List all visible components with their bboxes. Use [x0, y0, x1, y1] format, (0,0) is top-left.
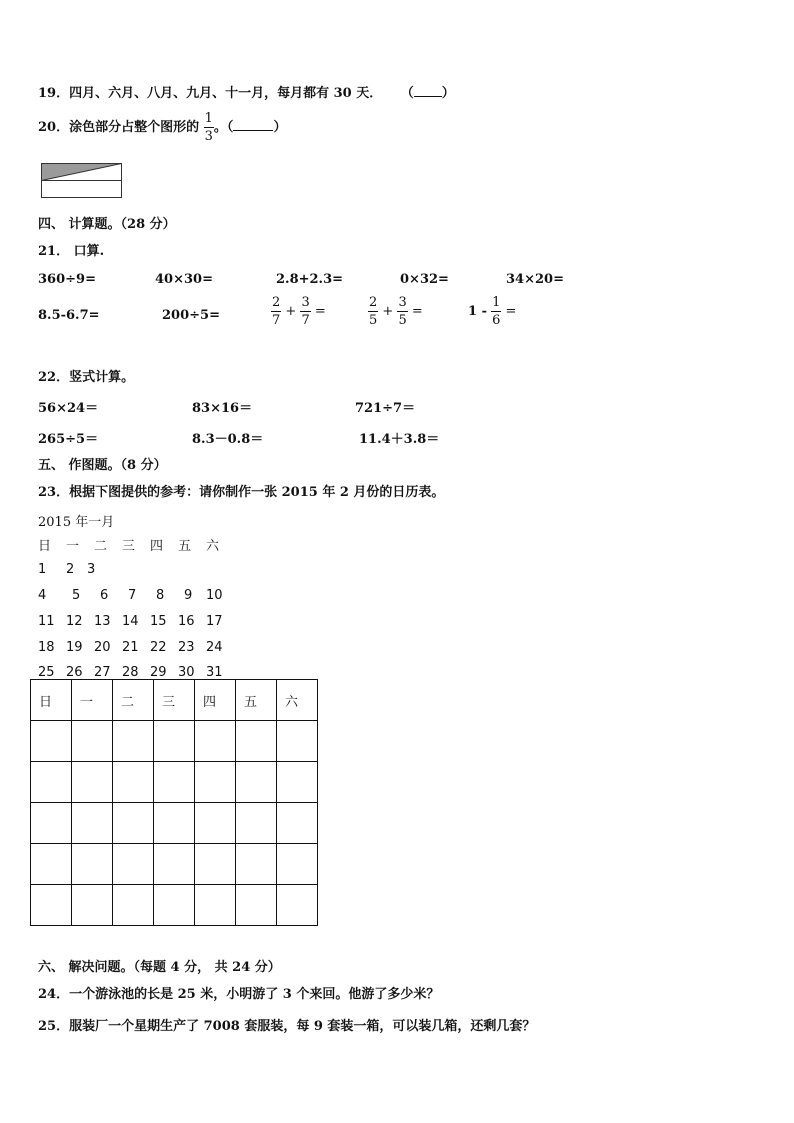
grid-cell[interactable] — [195, 762, 236, 803]
grid-row — [31, 844, 318, 885]
blank-calendar-grid — [30, 679, 318, 926]
grid-header-cell: 二 — [113, 680, 154, 721]
grid-cell[interactable] — [113, 762, 154, 803]
grid-cell[interactable] — [154, 844, 195, 885]
grid-cell[interactable] — [31, 844, 72, 885]
section-4-title: 四、 计算题。（28 分） — [38, 217, 176, 232]
grid-cell[interactable] — [31, 721, 72, 762]
grid-cell[interactable] — [236, 721, 277, 762]
section-5-title: 五、 作图题。（8 分） — [38, 458, 167, 473]
vertical-calc-5: 8.3－0.8＝ — [192, 432, 264, 447]
fraction-sum-2: $\frac{2}{5}$ + $\frac{3}{5}$ = — [369, 295, 423, 328]
question-22-title: 22．竖式计算。 — [38, 370, 135, 385]
vertical-calc-6: 11.4＋3.8＝ — [359, 432, 440, 447]
fraction-sum-1: $\frac{2}{7}$ + $\frac{3}{7}$ = — [272, 295, 326, 328]
grid-row — [31, 803, 318, 844]
vertical-calc-3: 721÷7＝ — [355, 401, 416, 416]
mental-calc-7: 200÷5= — [162, 308, 220, 323]
grid-cell[interactable] — [195, 885, 236, 926]
answer-blank-20[interactable] — [233, 130, 273, 131]
question-19-number: 19． — [38, 86, 70, 101]
paren-close: ） — [441, 86, 455, 101]
grid-cell[interactable] — [113, 885, 154, 926]
grid-cell[interactable] — [154, 721, 195, 762]
grid-cell[interactable] — [236, 803, 277, 844]
grid-cell[interactable] — [236, 844, 277, 885]
grid-cell[interactable] — [154, 762, 195, 803]
grid-row — [31, 885, 318, 926]
mental-calc-3: 2.8+2.3= — [276, 272, 344, 287]
grid-header-cell: 四 — [195, 680, 236, 721]
mental-calc-6: 8.5-6.7= — [38, 308, 100, 323]
question-20-number: 20． — [38, 120, 70, 135]
grid-cell[interactable] — [195, 721, 236, 762]
question-25-text: 25．服装厂一个星期生产了 7008 套服装，每 9 套装一箱，可以装几箱，还剩几套？ — [38, 1019, 536, 1034]
grid-cell[interactable] — [31, 885, 72, 926]
grid-header-row — [31, 680, 318, 721]
grid-cell[interactable] — [72, 721, 113, 762]
question-23-text: 23．根据下图提供的参考：请你制作一张 2015 年 2 月份的日历表。 — [38, 485, 445, 500]
vertical-calc-4: 265÷5＝ — [38, 432, 99, 447]
grid-cell[interactable] — [31, 762, 72, 803]
grid-header-cell: 日 — [31, 680, 72, 721]
grid-cell[interactable] — [195, 844, 236, 885]
section-6-title: 六、 解决问题。（每题 4 分， 共 24 分） — [38, 960, 281, 975]
fraction-diff: 1 - $\frac{1}{6}$ = — [468, 295, 517, 328]
answer-blank-19[interactable] — [414, 96, 442, 97]
grid-cell[interactable] — [113, 803, 154, 844]
grid-cell[interactable] — [277, 721, 318, 762]
grid-cell[interactable] — [277, 885, 318, 926]
grid-header-cell: 五 — [236, 680, 277, 721]
grid-cell[interactable] — [277, 844, 318, 885]
question-20-text: 涂色部分占整个图形的 — [69, 120, 200, 135]
grid-header-cell: 一 — [72, 680, 113, 721]
question-19 — [38, 82, 455, 101]
mental-calc-1: 360÷9= — [38, 272, 96, 287]
vertical-calc-1: 56×24＝ — [38, 401, 99, 416]
fraction-one-third: $\frac{1}{3}$ — [204, 111, 213, 144]
grid-cell[interactable] — [195, 803, 236, 844]
mental-calc-5: 34×20= — [506, 272, 564, 287]
grid-cell[interactable] — [31, 803, 72, 844]
paren-open: （ — [400, 86, 414, 101]
grid-row — [31, 762, 318, 803]
vertical-calc-2: 83×16＝ — [192, 401, 253, 416]
shaded-rectangle-figure — [41, 163, 123, 199]
grid-header-cell: 三 — [154, 680, 195, 721]
grid-cell[interactable] — [154, 885, 195, 926]
question-21-title: 21． 口算. — [38, 244, 105, 259]
question-19-text: 四月、六月、八月、九月、十一月，每月都有 30 天． — [69, 86, 383, 101]
grid-cell[interactable] — [113, 721, 154, 762]
calendar-reference-title: 2015 年一月 — [38, 515, 115, 530]
grid-cell[interactable] — [72, 762, 113, 803]
question-24-text: 24．一个游泳池的长是 25 米，小明游了 3 个来回。他游了多少米？ — [38, 987, 440, 1002]
grid-cell[interactable] — [154, 803, 195, 844]
mental-calc-2: 40×30= — [155, 272, 213, 287]
grid-cell[interactable] — [72, 885, 113, 926]
grid-cell[interactable] — [72, 803, 113, 844]
grid-cell[interactable] — [113, 844, 154, 885]
grid-row — [31, 721, 318, 762]
grid-header-cell: 六 — [277, 680, 318, 721]
grid-cell[interactable] — [236, 762, 277, 803]
grid-cell[interactable] — [277, 803, 318, 844]
grid-cell[interactable] — [277, 762, 318, 803]
grid-cell[interactable] — [72, 844, 113, 885]
grid-cell[interactable] — [236, 885, 277, 926]
question-20: 20．涂色部分占整个图形的 $\frac{1}{3}$ 。（ ） — [38, 111, 287, 144]
mental-calc-4: 0×32= — [400, 272, 449, 287]
